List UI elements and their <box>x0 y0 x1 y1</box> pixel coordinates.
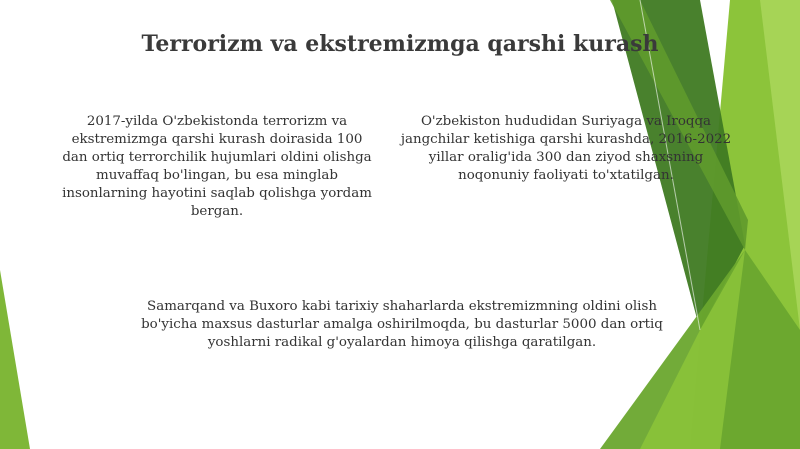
paragraph-right: O'zbekiston hududidan Suriyaga va Iroqqa jangchilar ketishiga qarshi kurashda, 2016-2022 yillar oralig'ida 300 dan ziyod shaxsning noqonuniy faoliyati to'xtatilgan. <box>400 114 732 183</box>
paragraph-left: 2017-yilda O'zbekistonda terrorizm va ekstremizmga qarshi kurash doirasida 100 dan ortiq terrorchilik hujumlari oldini olishga muvaffaq bo'lingan, bu esa minglab insonlarning hayotini saqlab qolishga yordam bergan. <box>62 114 372 219</box>
slide-title: Terrorizm va ekstremizmga qarshi kurash <box>141 31 659 57</box>
paragraph-bottom: Samarqand va Buxoro kabi tarixiy shaharlarda ekstremizmning oldini olish bo'yicha maxsus dasturlar amalga oshirilmoqda, bu dasturlar 5000 dan ortiq yoshlarni radikal g'oyalardan himoya qilishga qaratilgan. <box>141 299 663 350</box>
left-green-sliver <box>0 270 30 449</box>
